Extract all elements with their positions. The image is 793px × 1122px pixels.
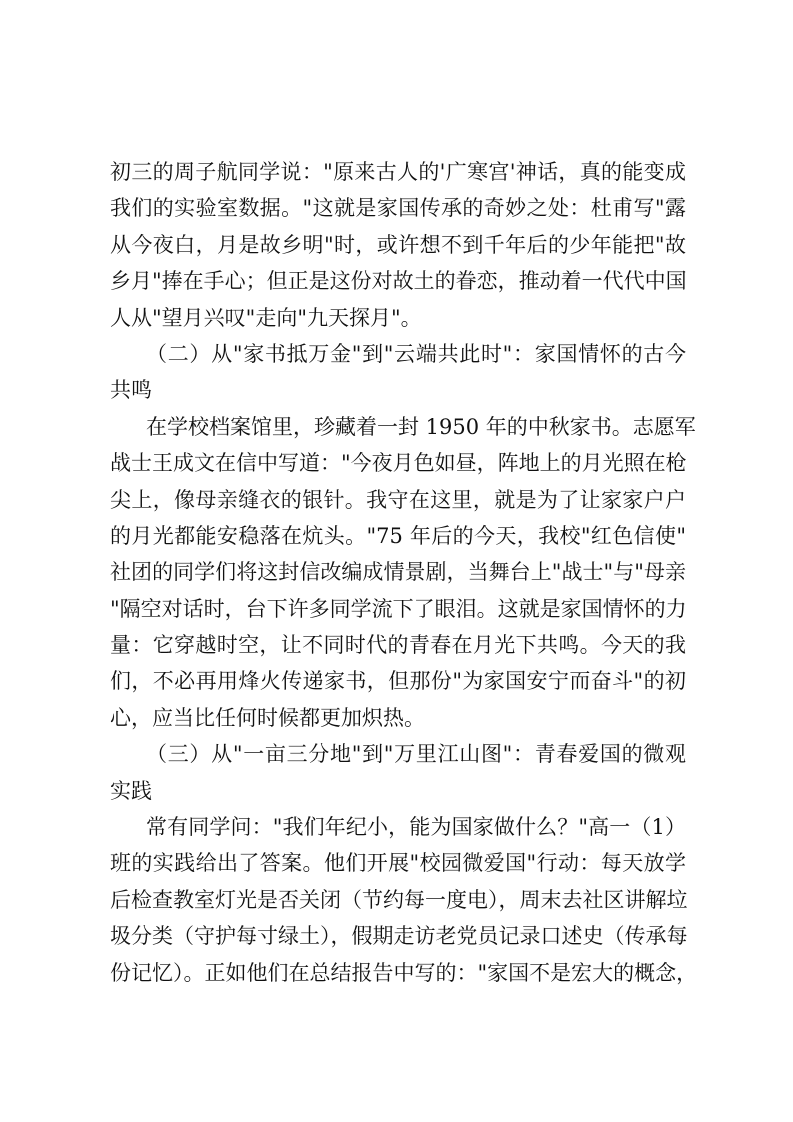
text-line: 人从"望月兴叹"走向"九天探月"。 [110, 305, 422, 330]
paragraph [110, 154, 686, 336]
text-line: 常有同学问："我们年纪小，能为国家做什么？"高一（1） [146, 815, 686, 840]
text-line: 班的实践给出了答案。他们开展"校园微爱国"行动：每天放学 [110, 851, 686, 876]
section-heading [110, 336, 686, 409]
text-line: （二）从"家书抵万金"到"云端共此时"：家国情怀的古今 [146, 341, 686, 366]
section-heading [110, 736, 686, 809]
text-line: 心，应当比任何时候都更加炽热。 [110, 705, 425, 730]
text-line: 份记忆）。正如他们在总结报告中写的："家国不是宏大的概念， [110, 960, 698, 985]
text-line: 后检查教室灯光是否关闭（节约每一度电），周末去社区讲解垃 [110, 887, 688, 912]
text-line: 量：它穿越时空，让不同时代的青春在月光下共鸣。今天的我 [110, 633, 686, 658]
text-line: 实践 [110, 778, 152, 803]
text-line: 尖上，像母亲缝衣的银针。我守在这里，就是为了让家家户户 [110, 487, 686, 512]
text-line: 社团的同学们将这封信改编成情景剧，当舞台上"战士"与"母亲 [110, 560, 686, 585]
text-line: 我们的实验室数据。"这就是家国传承的奇妙之处：杜甫写"露 [110, 196, 686, 221]
paragraph [110, 809, 698, 991]
text-line: （三）从"一亩三分地"到"万里江山图"：青春爱国的微观 [146, 742, 686, 767]
text-line: 的月光都能安稳落在炕头。"75 年后的今天，我校"红色信使" [110, 523, 686, 548]
text-line: 共鸣 [110, 378, 152, 403]
text-line: 战士王成文在信中写道："今夜月色如昼，阵地上的月光照在枪 [110, 451, 687, 476]
document-page [110, 154, 698, 991]
text-line: 在学校档案馆里，珍藏着一封 1950 年的中秋家书。志愿军 [146, 414, 696, 439]
text-line: 圾分类（守护每寸绿土），假期走访老党员记录口述史（传承每 [110, 924, 688, 949]
text-line: "隔空对话时，台下许多同学流下了眼泪。这就是家国情怀的力 [110, 596, 687, 621]
text-line: 从今夜白，月是故乡明"时，或许想不到千年后的少年能把"故 [110, 232, 686, 257]
text-line: 乡月"捧在手心；但正是这份对故土的眷恋，推动着一代代中国 [110, 269, 687, 294]
paragraph [110, 409, 696, 737]
text-line: 们，不必再用烽火传递家书，但那份"为家国安宁而奋斗"的初 [110, 669, 686, 694]
text-line: 初三的周子航同学说："原来古人的'广寒宫'神话，真的能变成 [110, 160, 686, 184]
